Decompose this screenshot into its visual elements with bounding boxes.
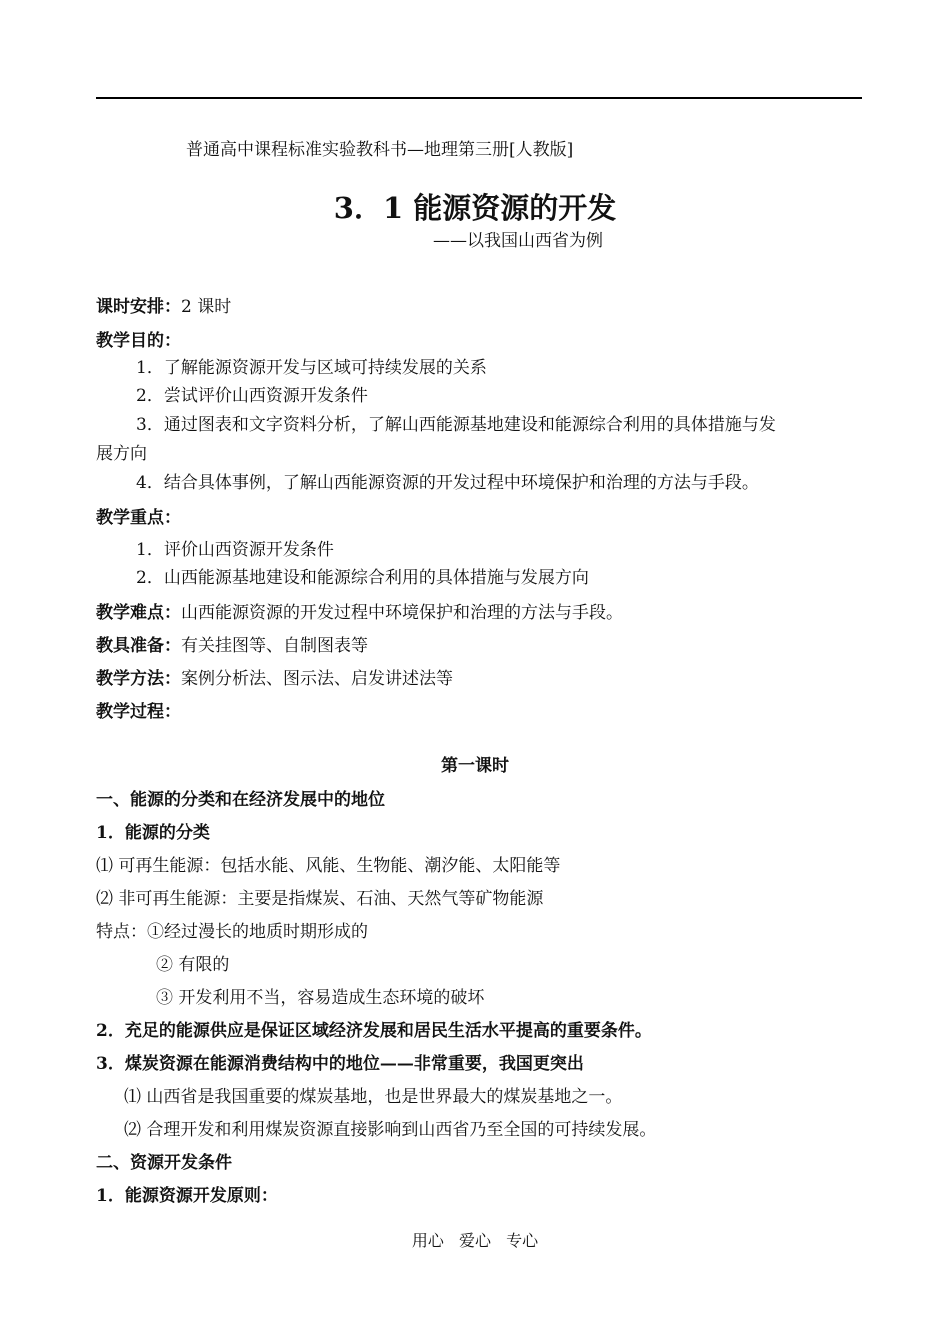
difficulty-label: 教学难点： xyxy=(96,603,181,623)
coal-point: ⑴ 山西省是我国重要的煤炭基地，也是世界最大的煤炭基地之一。 xyxy=(124,1087,623,1107)
goals-label: 教学目的： xyxy=(96,331,181,351)
goal-item: 4．结合具体事例，了解山西能源资源的开发过程中环境保护和治理的方法与手段。 xyxy=(136,473,759,493)
lesson-heading: 第一课时 xyxy=(441,756,509,776)
goal-item: 3．通过图表和文字资料分析，了解山西能源基地建设和能源综合利用的具体措施与发 xyxy=(136,415,776,435)
goal-item: 1．了解能源资源开发与区域可持续发展的关系 xyxy=(136,358,487,378)
schedule-line xyxy=(96,295,231,319)
book-title: 普通高中课程标准实验教科书—地理第三册[人教版] xyxy=(186,140,574,160)
schedule-label: 课时安排： xyxy=(96,297,181,317)
key-point-item: 2．山西能源基地建设和能源综合利用的具体措施与发展方向 xyxy=(136,568,589,588)
feature-item: ② 有限的 xyxy=(156,955,230,975)
tools-label: 教具准备： xyxy=(96,636,181,656)
header-rule xyxy=(96,97,862,99)
section-1-title: 一、能源的分类和在经济发展中的地位 xyxy=(96,790,385,810)
schedule-value: 2 课时 xyxy=(181,297,232,317)
section-2-title: 二、资源开发条件 xyxy=(96,1153,232,1173)
difficulty-value: 山西能源资源的开发过程中环境保护和治理的方法与手段。 xyxy=(181,603,623,623)
renewable-line: ⑴ 可再生能源：包括水能、风能、生物能、潮汐能、太阳能等 xyxy=(96,856,561,876)
section-1-1-title: 1．能源的分类 xyxy=(96,823,210,843)
goal-item: 2．尝试评价山西资源开发条件 xyxy=(136,386,368,406)
coal-point: ⑵ 合理开发和利用煤炭资源直接影响到山西省乃至全国的可持续发展。 xyxy=(124,1120,657,1140)
footer-motto: 用心 爱心 专心 xyxy=(411,1231,539,1250)
method-value: 案例分析法、图示法、启发讲述法等 xyxy=(181,669,453,689)
feature-item: ③ 开发利用不当，容易造成生态环境的破坏 xyxy=(156,988,485,1008)
features-label: 特点： xyxy=(96,922,147,942)
section-1-3-title: 3．煤炭资源在能源消费结构中的地位——非常重要，我国更突出 xyxy=(96,1054,584,1074)
nonrenewable-line: ⑵ 非可再生能源：主要是指煤炭、石油、天然气等矿物能源 xyxy=(96,889,544,909)
key-points-label: 教学重点： xyxy=(96,508,181,528)
page-title: 3．1 能源资源的开发 xyxy=(333,191,617,225)
feature-item: ①经过漫长的地质时期形成的 xyxy=(147,922,368,942)
method-line xyxy=(96,667,453,691)
goal-item-continued: 展方向 xyxy=(96,444,147,464)
tools-line xyxy=(96,634,368,658)
key-point-item: 1．评价山西资源开发条件 xyxy=(136,540,334,560)
section-1-2-title: 2．充足的能源供应是保证区域经济发展和居民生活水平提高的重要条件。 xyxy=(96,1021,652,1041)
tools-value: 有关挂图等、自制图表等 xyxy=(181,636,368,656)
section-2-1-title: 1．能源资源开发原则： xyxy=(96,1186,278,1206)
method-label: 教学方法： xyxy=(96,669,181,689)
process-label: 教学过程： xyxy=(96,702,181,722)
difficulty-line xyxy=(96,601,623,625)
page-subtitle: ——以我国山西省为例 xyxy=(433,231,603,251)
features-line xyxy=(96,920,368,944)
